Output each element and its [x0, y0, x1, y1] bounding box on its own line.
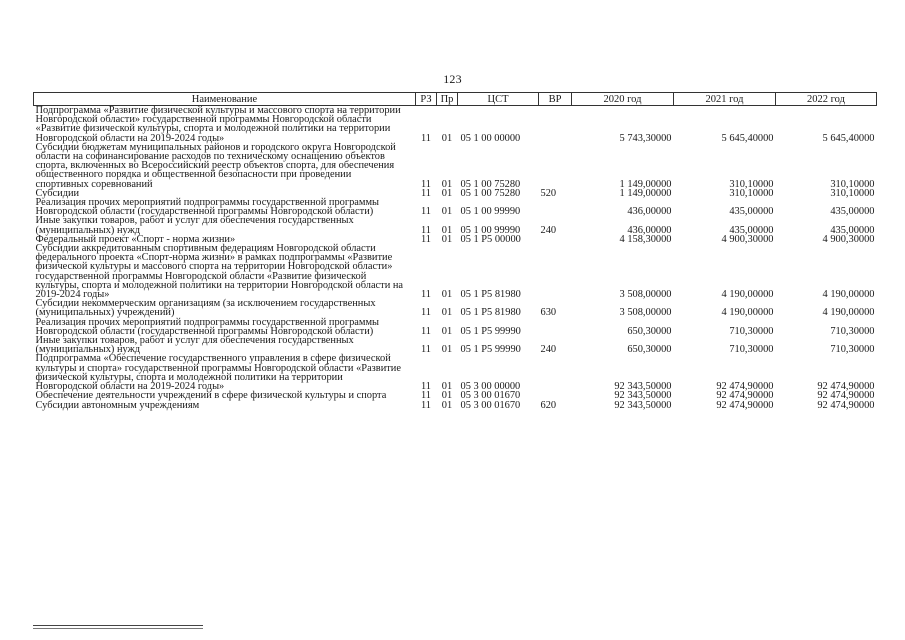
table-row: [34, 401, 877, 410]
cell-cst: 05 3 00 01670: [460, 390, 521, 402]
cell-cst: 05 3 00 01670: [460, 399, 521, 411]
header-pr: Пр: [437, 93, 458, 106]
cell-cst: 05 1 P5 81980: [460, 307, 521, 319]
cell-vr: [539, 354, 572, 391]
cell-pr: 01: [441, 178, 453, 190]
cell-rz: 11: [420, 325, 431, 337]
cell-2021: 92 474,90000: [716, 399, 774, 411]
cell-name: Подпрограмма «Обеспечение государственного управления в сфере физической культуры и спорта» государственной программы Новгородской области «Развитие физической культуры, спорта и молодежной политики на территории Новгородской области на 2019-2024 годы»: [35, 353, 401, 393]
cell-vr: [539, 198, 572, 216]
cell-rz: 11: [420, 224, 431, 236]
cell-rz: 11: [420, 178, 431, 190]
table-row: [34, 299, 877, 317]
cell-vr: 240: [540, 224, 557, 236]
cell-2022: 92 474,90000: [817, 399, 875, 411]
cell-2020: 1 149,00000: [619, 178, 672, 190]
cell-name: Субсидии некоммерческим организациям (за исключением государственных (муниципальных) учреждений): [35, 298, 376, 319]
footnote-separator: [33, 625, 203, 629]
cell-rz: 11: [420, 390, 431, 402]
cell-2022: 4 900,30000: [822, 233, 875, 245]
cell-vr: 630: [540, 307, 557, 319]
cell-pr: 01: [441, 187, 453, 199]
cell-2021: 710,30000: [729, 344, 774, 356]
cell-2022: 710,30000: [830, 325, 875, 337]
cell-rz: 11: [420, 344, 431, 356]
cell-cst: 05 1 00 75280: [460, 187, 521, 199]
cell-rz: 11: [420, 132, 431, 144]
cell-name: Субсидии аккредитованным спортивным федерациям Новгородской области федерального проекта «Спорт-норма жизни» в рамках подпрограммы «Развитие физической культуры и массового спорта на территории Новгородской области» государственной программы Новгородской области «Развитие физической культуры, спорта и молодежной политики на территории Новгородской области на 2019-2024 годы»: [35, 243, 404, 301]
table-row: [34, 354, 877, 391]
cell-2020: 1 149,00000: [619, 187, 672, 199]
cell-rz: 11: [420, 187, 431, 199]
cell-vr: [539, 235, 572, 244]
cell-2020: 92 343,50000: [614, 381, 672, 393]
table-header-row: [34, 93, 877, 106]
cell-2021: 4 900,30000: [721, 233, 774, 245]
table-row: [34, 336, 877, 354]
budget-table: [33, 92, 877, 410]
cell-2020: 650,30000: [627, 344, 672, 356]
cell-2022: 4 190,00000: [822, 307, 875, 319]
cell-vr: [539, 106, 572, 143]
header-2020: 2020 год: [572, 93, 674, 106]
cell-rz: 11: [420, 206, 431, 218]
cell-pr: 01: [441, 233, 453, 245]
cell-2022: 92 474,90000: [817, 381, 875, 393]
cell-pr: 01: [441, 224, 453, 236]
cell-2021: 435,00000: [729, 206, 774, 218]
cell-2020: 4 158,30000: [619, 233, 672, 245]
cell-2020: 3 508,00000: [619, 289, 672, 301]
cell-2022: 710,30000: [830, 344, 875, 356]
cell-rz: 11: [420, 289, 431, 301]
header-2022: 2022 год: [776, 93, 877, 106]
cell-name: Реализация прочих мероприятий подпрограммы государственной программы Новгородской области (государственной программы Новгородской области): [35, 197, 380, 218]
cell-2021: 435,00000: [729, 224, 774, 236]
cell-pr: 01: [441, 344, 453, 356]
cell-rz: 11: [420, 381, 431, 393]
cell-vr: 520: [540, 187, 557, 199]
table-row: [34, 216, 877, 234]
cell-name: Федеральный проект «Спорт - норма жизни»: [35, 233, 236, 245]
cell-2021: 92 474,90000: [716, 390, 774, 402]
cell-pr: 01: [441, 325, 453, 337]
cell-2020: 92 343,50000: [614, 399, 672, 411]
cell-cst: 05 1 P5 99990: [460, 344, 521, 356]
cell-name: Реализация прочих мероприятий подпрограммы государственной программы Новгородской области (государственной программы Новгородской области): [35, 316, 380, 337]
cell-2022: 310,10000: [830, 178, 875, 190]
cell-vr: 620: [540, 399, 557, 411]
cell-2021: 4 190,00000: [721, 289, 774, 301]
cell-2021: 92 474,90000: [716, 381, 774, 393]
cell-rz: 11: [420, 233, 431, 245]
header-2021: 2021 год: [674, 93, 776, 106]
table-row: [34, 198, 877, 216]
cell-cst: 05 1 00 00000: [460, 132, 521, 144]
cell-cst: 05 1 P5 00000: [460, 233, 521, 245]
cell-2022: 92 474,90000: [817, 390, 875, 402]
cell-pr: 01: [441, 381, 453, 393]
cell-2020: 3 508,00000: [619, 307, 672, 319]
cell-2021: 310,10000: [729, 187, 774, 199]
cell-pr: 01: [441, 132, 453, 144]
cell-2022: 310,10000: [830, 187, 875, 199]
cell-2020: 436,00000: [627, 224, 672, 236]
cell-vr: [539, 143, 572, 189]
table-row: [34, 106, 877, 143]
cell-2022: 4 190,00000: [822, 289, 875, 301]
cell-name: Иные закупки товаров, работ и услуг для обеспечения государственных (муниципальных) нужд: [35, 335, 354, 356]
cell-pr: 01: [441, 307, 453, 319]
cell-2021: 4 190,00000: [721, 307, 774, 319]
cell-2021: 5 645,40000: [721, 132, 774, 144]
table-row: [34, 244, 877, 299]
cell-name: Субсидии: [35, 187, 80, 199]
cell-rz: 11: [420, 399, 431, 411]
cell-2020: 5 743,30000: [619, 132, 672, 144]
cell-2020: 436,00000: [627, 206, 672, 218]
cell-name: Подпрограмма «Развитие физической культуры и массового спорта на территории Новгородской области» государственной программы Новгородской области «Развитие физической культуры, спорта и молодежной политики на территории Новгородской области на 2019-2024 годы»: [35, 105, 401, 144]
header-name: Наименование: [34, 93, 416, 106]
cell-2022: 435,00000: [830, 224, 875, 236]
cell-pr: 01: [441, 289, 453, 301]
header-rz: РЗ: [416, 93, 437, 106]
cell-cst: 05 1 00 99990: [460, 224, 521, 236]
cell-cst: 05 1 00 75280: [460, 178, 521, 190]
cell-2020: 92 343,50000: [614, 390, 672, 402]
cell-name: Обеспечение деятельности учреждений в сфере физической культуры и спорта: [35, 390, 387, 402]
cell-name: Субсидии бюджетам муниципальных районов и городского округа Новгородской области на софинансирование расходов по техническому оснащению объектов спорта, включенных во Всероссийский реестр объектов спорта, для обеспечения общественного порядка и общественной безопасности при проведении спортивных соревнований: [35, 141, 396, 190]
cell-pr: 01: [441, 206, 453, 218]
cell-vr: [539, 244, 572, 299]
cell-name: Иные закупки товаров, работ и услуг для обеспечения государственных (муниципальных) нужд: [35, 215, 354, 236]
cell-vr: [539, 318, 572, 336]
cell-2021: 310,10000: [729, 178, 774, 190]
cell-2022: 5 645,40000: [822, 132, 875, 144]
cell-pr: 01: [441, 390, 453, 402]
cell-cst: 05 1 P5 99990: [460, 325, 521, 337]
cell-pr: 01: [441, 399, 453, 411]
table-row: [34, 143, 877, 189]
cell-2020: 650,30000: [627, 325, 672, 337]
cell-cst: 05 1 00 99990: [460, 206, 521, 218]
cell-cst: 05 1 P5 81980: [460, 289, 521, 301]
cell-cst: 05 3 00 00000: [460, 381, 521, 393]
table-row: [34, 318, 877, 336]
cell-vr: 240: [540, 344, 557, 356]
cell-2022: 435,00000: [830, 206, 875, 218]
cell-rz: 11: [420, 307, 431, 319]
page-number: 123: [443, 72, 462, 86]
cell-name: Субсидии автономным учреждениям: [35, 399, 200, 411]
cell-2021: 710,30000: [729, 325, 774, 337]
table-body: [34, 106, 877, 410]
header-cst: ЦСТ: [458, 93, 539, 106]
header-vr: ВР: [539, 93, 572, 106]
